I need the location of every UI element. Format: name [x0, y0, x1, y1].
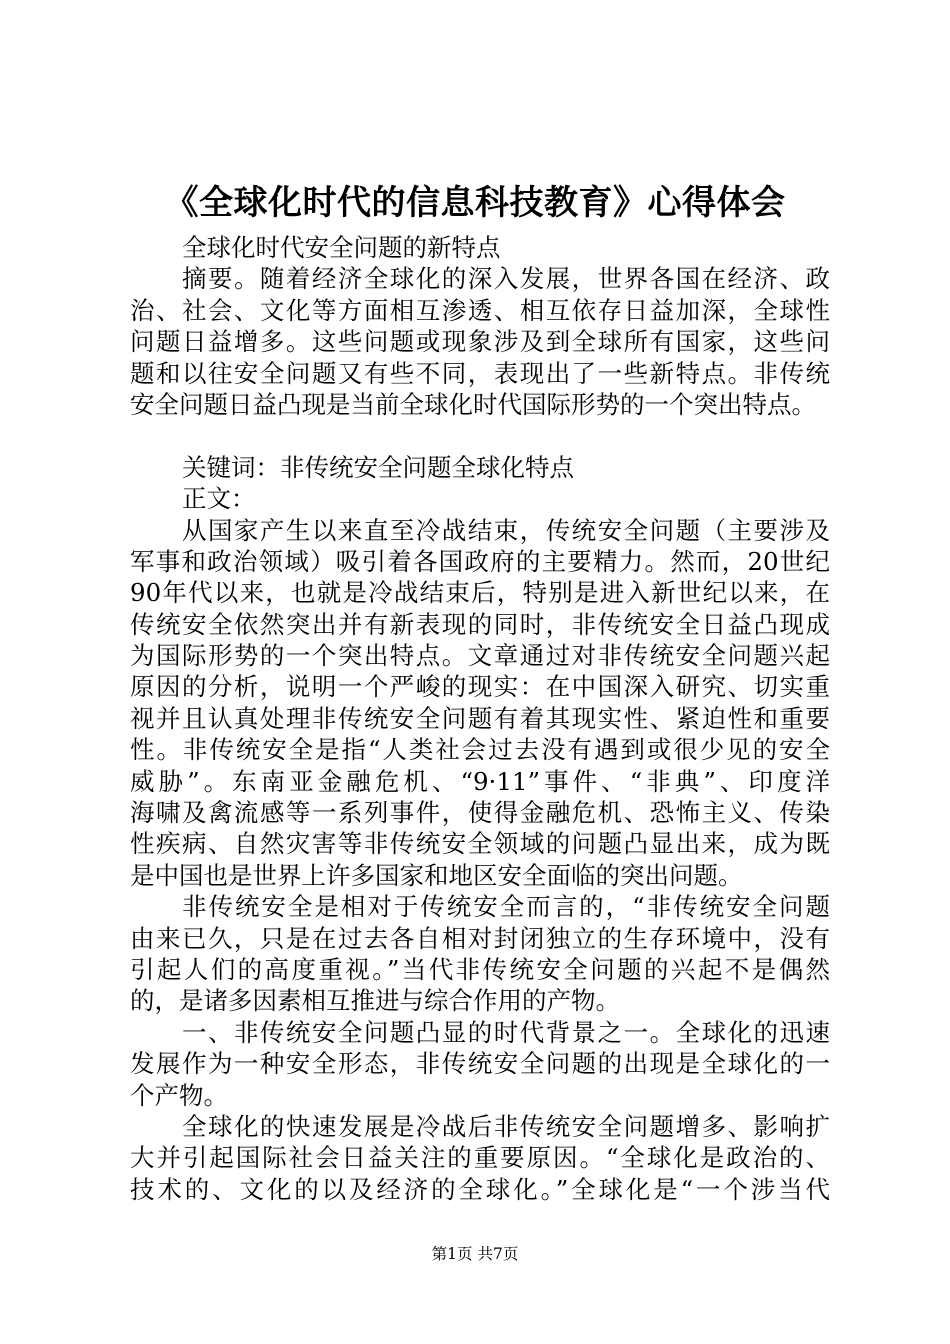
paragraph-line: 从国家产生以来直至冷战结束，传统安全问题（主要涉及	[182, 515, 830, 545]
abstract-line: 题和以往安全问题又有些不同，表现出了一些新特点。非传统	[130, 358, 830, 388]
abstract-line: 安全问题日益凸现是当前全球化时代国际形势的一个突出特点。	[130, 389, 816, 419]
body-heading-line: 正文：	[182, 484, 256, 514]
paragraph-line: 原因的分析，说明一个严峻的现实：在中国深入研究、切实重	[130, 672, 830, 702]
paragraph-line: 一、非传统安全问题凸显的时代背景之一。全球化的迅速	[182, 1017, 830, 1047]
paragraph-line: 大并引起国际社会日益关注的重要原因。“全球化是政治的、	[130, 1143, 830, 1173]
paragraph-line: 视并且认真处理非传统安全问题有着其现实性、紧迫性和重要	[130, 703, 830, 733]
paragraph-line: 的，是诸多因素相互推进与综合作用的产物。	[130, 986, 620, 1016]
paragraph-line: 是中国也是世界上许多国家和地区安全面临的突出问题。	[130, 860, 743, 890]
abstract-line: 摘要。随着经济全球化的深入发展，世界各国在经济、政	[182, 264, 830, 294]
paragraph-line: 军事和政治领域）吸引着各国政府的主要精力。然而，20世纪	[130, 546, 830, 576]
keywords-line: 关键词：非传统安全问题全球化特点	[182, 452, 574, 482]
paragraph-line: 全球化的快速发展是冷战后非传统安全问题增多、影响扩	[182, 1111, 830, 1141]
paragraph-line: 威胁”。东南亚金融危机、“9·11”事件、“非典”、印度洋	[130, 766, 830, 796]
subtitle-line: 全球化时代安全问题的新特点	[182, 233, 501, 262]
paragraph-line: 传统安全依然突出并有新表现的同时，非传统安全日益凸现成	[130, 609, 830, 639]
paragraph-line: 90年代以来，也就是冷战结束后，特别是进入新世纪以来，在	[130, 578, 830, 608]
paragraph-line: 海啸及禽流感等一系列事件，使得金融危机、恐怖主义、传染	[130, 798, 830, 828]
abstract-line: 问题日益增多。这些问题或现象涉及到全球所有国家，这些问	[130, 327, 830, 357]
paragraph-line: 为国际形势的一个突出特点。文章通过对非传统安全问题兴起	[130, 641, 830, 671]
paragraph-line: 性。非传统安全是指“人类社会过去没有遇到或很少见的安全	[130, 735, 830, 765]
blank-line	[130, 420, 830, 451]
paragraph-line: 由来已久，只是在过去各自相对封闭独立的生存环境中，没有	[130, 923, 830, 953]
paragraph-line: 非传统安全是相对于传统安全而言的，“非传统安全问题	[182, 892, 830, 922]
paragraph-line: 发展作为一种安全形态，非传统安全问题的出现是全球化的一	[130, 1049, 830, 1079]
document-body	[130, 232, 830, 1205]
paragraph-line: 个产物。	[130, 1080, 228, 1110]
paragraph-line: 性疾病、自然灾害等非传统安全领域的问题凸显出来，成为既	[130, 829, 830, 859]
paragraph-line: 技术的、文化的以及经济的全球化。”全球化是“一个涉当代	[130, 1174, 830, 1204]
document-title: 《全球化时代的信息科技教育》心得体会	[164, 183, 786, 223]
paragraph-line: 引起人们的高度重视。”当代非传统安全问题的兴起不是偶然	[130, 954, 830, 984]
page-number-footer: 第1页 共7页	[431, 1245, 519, 1263]
abstract-line: 治、社会、文化等方面相互渗透、相互依存日益加深，全球性	[130, 295, 830, 325]
